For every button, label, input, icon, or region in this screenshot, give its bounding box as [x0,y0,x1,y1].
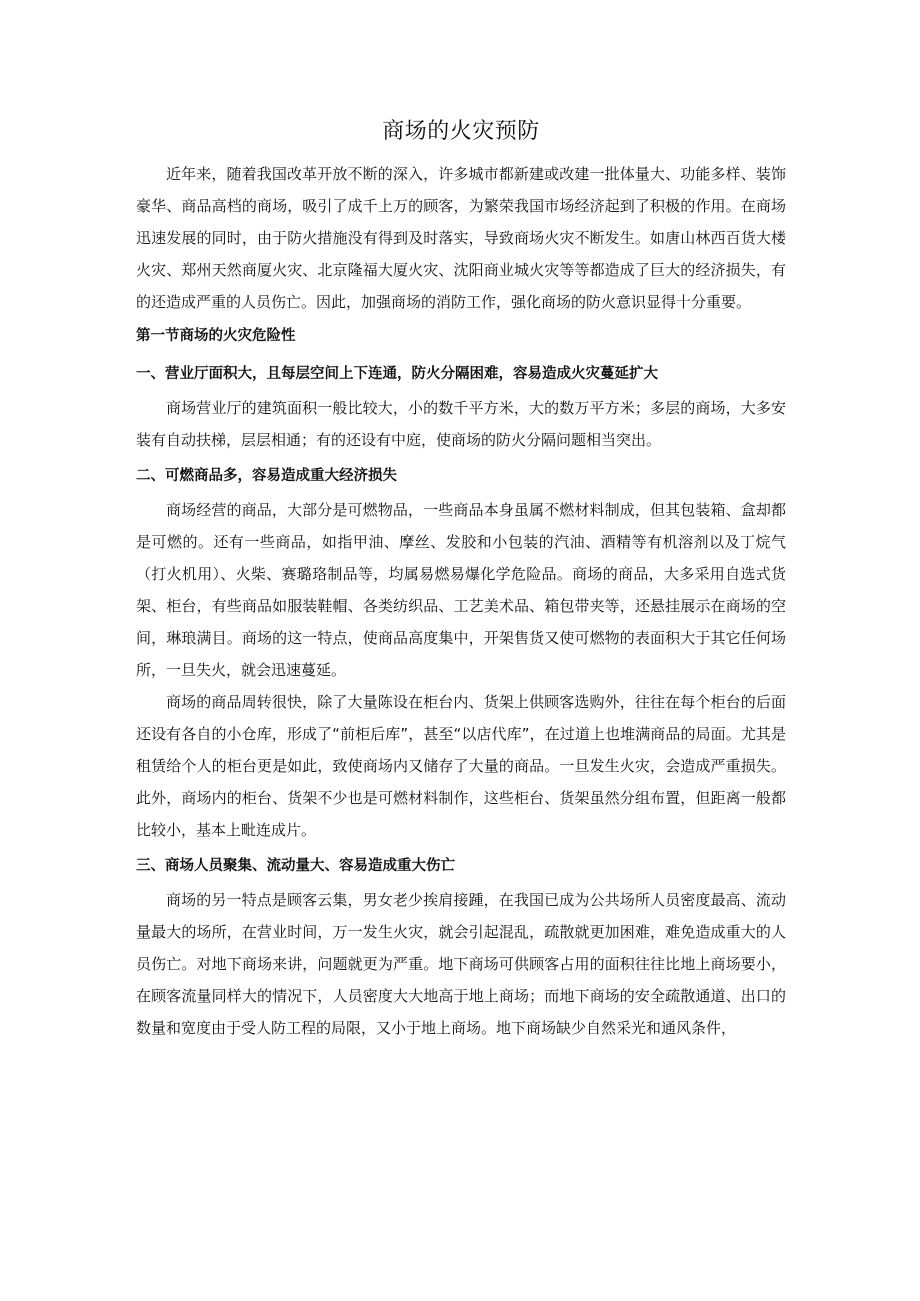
item-heading-3: 三、商场人员聚集、流动量大、容易造成重大伤亡 [136,858,455,874]
document-title: 商场的火灾预防 [382,119,540,144]
item-1-paragraph: 商场营业厅的建筑面积一般比较大，小的数千平方米，大的数万平方米；多层的商场，大多安装有自动扶梯，层层相通；有的还设有中庭，使商场的防火分隔问题相当突出。 [136,399,786,449]
item-heading-1: 一、营业厅面积大，且每层空间上下连通，防火分隔困难，容易造成火灾蔓延扩大 [136,366,658,382]
section-heading: 第一节商场的火灾危险性 [136,328,296,344]
item-heading-2: 二、可燃商品多，容易造成重大经济损失 [136,468,397,484]
document-body [136,112,786,1044]
item-2-paragraph-1: 商场经营的商品，大部分是可燃物品，一些商品本身虽属不燃材料制成，但其包装箱、盒却都是可燃的。还有一些商品，如指甲油、摩丝、发胶和小包装的汽油、酒精等有机溶剂以及丁烷气（打火机用）、火柴、赛璐珞制品等，均属易燃易爆化学危险品。商场的商品，大多采用自选式货架、柜台，有些商品如服装鞋帽、各类纺织品、工艺美术品、箱包带夹等，还悬挂展示在商场的空间，琳琅满目。商场的这一特点，使商品高度集中，开架售货又使可燃物的表面积大于其它任何场所，一旦失火，就会迅速蔓延。 [136,501,786,679]
item-3-paragraph: 商场的另一特点是顾客云集，男女老少挨肩接踵，在我国已成为公共场所人员密度最高、流动量最大的场所，在营业时间，万一发生火灾，就会引起混乱，疏散就更加困难，难免造成重大的人员伤亡。对地下商场来讲，问题就更为严重。地下商场可供顾客占用的面积往往比地上商场要小，在顾客流量同样大的情况下，人员密度大大地高于地上商场；而地下商场的安全疏散通道、出口的数量和宽度由于受人防工程的局限，又小于地上商场。地下商场缺少自然采光和通风条件， [136,891,786,1037]
intro-paragraph: 近年来，随着我国改革开放不断的深入，许多城市都新建或改建一批体量大、功能多样、装饰豪华、商品高档的商场，吸引了成千上万的顾客，为繁荣我国市场经济起到了积极的作用。在商场迅速发展的同时，由于防火措施没有得到及时落实，导致商场火灾不断发生。如唐山林西百货大楼火灾、郑州天然商厦火灾、北京隆福大厦火灾、沈阳商业城火灾等等都造成了巨大的经济损失，有的还造成严重的人员伤亡。因此，加强商场的消防工作，强化商场的防火意识显得十分重要。 [136,165,786,311]
item-2-paragraph-2: 商场的商品周转很快，除了大量陈设在柜台内、货架上供顾客选购外，往往在每个柜台的后面还设有各自的小仓库，形成了“前柜后库”，甚至“以店代库”，在过道上也堆满商品的局面。尤其是租赁给个人的柜台更是如此，致使商场内又储存了大量的商品。一旦发生火灾，会造成严重损失。此外，商场内的柜台、货架不少也是可燃材料制作，这些柜台、货架虽然分组布置，但距离一般都比较小，基本上毗连成片。 [136,693,786,839]
